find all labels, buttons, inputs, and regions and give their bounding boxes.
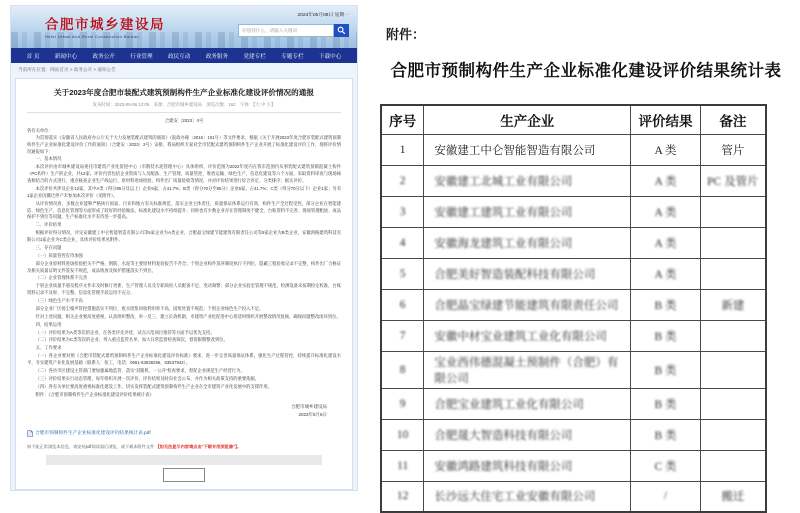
article-paragraph: 四、结果运用 (35, 321, 62, 327)
table-row (381, 258, 766, 289)
header-date: 2023年05月08日 星期一 (297, 13, 349, 18)
article-paragraph: （一）各企业要对照《合肥市装配式建筑预制构件生产企业标准化建设评价标准》要求，进一步完善质量保证体系，强化生产过程管控，持续提升标准化建设水平，夯实建筑产业化发展基础（联系人：张工，电话：0551-63538296、63537942）。 (27, 353, 341, 366)
table-cell-result: B 类 (631, 351, 701, 388)
article-paragraph: 附件：《合肥市预制构件生产企业标准化建设评价结果统计表》 (35, 391, 154, 397)
table-cell-no: 5 (381, 258, 424, 289)
table-cell-no: 9 (381, 388, 424, 419)
article-salutation: 各有关单位： (27, 127, 53, 133)
table-cell-company: 合肥美好智造装配科技有限公司 (424, 258, 631, 289)
article-paragraph: 五、工作要求 (35, 345, 62, 351)
table-cell-result: A 类 (631, 258, 701, 289)
table-cell-result: / (631, 481, 701, 512)
table-row (381, 388, 766, 419)
table-cell-result: C 类 (631, 450, 701, 481)
table-cell-company: 宝业西伟德混凝土预制件（合肥）有限公司 (424, 351, 631, 388)
table-row (381, 351, 766, 388)
table-row (381, 419, 766, 450)
table-cell-company: 合肥宝业建筑工业化有限公司 (424, 388, 631, 419)
table-cell-remark (700, 351, 766, 388)
article-paragraph: 根据评价得分情况，评定安徽建工中仑智能智造有限公司等5家企业为A类企业，合肥晶宝绿建节能建筑有限责任公司等5家企业为B类企业，安徽鸿路建筑科技有限公司1家企业为C类企业，具体评价结果见附件。 (27, 230, 341, 243)
footer-toolbar (46, 455, 322, 465)
article-paragraph: （二）各县市区建设主管部门要加强属地监管，落实“双随机、一公开”检查要求，督促企业规范生产经营行为。 (35, 367, 245, 373)
table-cell-remark (700, 227, 766, 258)
table-cell-no: 8 (381, 351, 424, 388)
pdf-file-icon (27, 424, 33, 442)
table-cell-company: 安徽建工北城工业有限公司 (424, 165, 631, 196)
table-cell-company: 安徽中材宝业建筑工业化有限公司 (424, 320, 631, 351)
nav-item[interactable]: 党建专栏 (243, 53, 266, 60)
nav-item[interactable]: 政务服务 (205, 53, 229, 60)
table-cell-no: 12 (381, 481, 424, 512)
table-cell-remark (700, 388, 766, 419)
attachment-pdf-link[interactable]: 合肥市预制构件生产企业标准化建设评价结果统计表.pdf (35, 429, 151, 435)
table-cell-remark: 新建 (700, 289, 766, 320)
table-cell-remark: 管片 (700, 134, 766, 165)
search-input[interactable] (238, 24, 334, 37)
site-logo[interactable] (45, 13, 165, 39)
table-cell-no: 4 (381, 227, 424, 258)
table-row (381, 450, 766, 481)
site-logo-english: Hefei Urban And Rural Construction Bureau (45, 34, 139, 39)
attachment-table-title: 合肥市预制构件生产企业标准化建设评价结果统计表 (390, 62, 782, 80)
close-button[interactable] (163, 468, 205, 482)
table-cell-company: 安徽建工中仑智能智造有限公司 (424, 134, 631, 165)
article-paragraph: 为贯彻落实《安徽省人民政府办公厅关于大力发展装配式建筑的通知》（皖政办秘〔2016〕101号）等文件要求，根据《关于开展2023年度合肥市装配式建筑预制构件生产企业标准化建设评价工作的通知》（合建安〔2023〕2号）安排，我局组织专家对全市装配式建筑预制构件生产企业开展了标准化建设评价工作，现将评价情况通报如下： (27, 134, 341, 154)
signature-date: 2023年5月6日 (298, 412, 327, 418)
table-header-cell: 序号 (381, 105, 424, 134)
article-paragraph: 本次评价由市城乡建设局委托市建筑产业化促进中心（市散装水泥管理中心）具体组织，评价范围为2022年度内在我市范围内从事装配式建筑预制混凝土构件（PC构件）生产的企业，共12家。评价内容包括企业资质与人员配备、生产管理、质量管控、堆放运输、绿色生产、信息化建设等六个方面，采取资料审查与现场核查相结合的方式进行，重点核查企业生产线运行、原材料进场检验、构件出厂质量验收等情况，并对评价结果进行综合评定、分类排序、据实评价。 (27, 164, 341, 184)
table-row (381, 165, 766, 196)
site-header (11, 6, 357, 48)
table-cell-remark: 搬迁 (700, 481, 766, 512)
table-cell-result: B 类 (631, 419, 701, 450)
table-cell-result: A 类 (631, 165, 701, 196)
table-cell-no: 7 (381, 320, 424, 351)
table-cell-remark: PC 及管片 (700, 165, 766, 196)
table-header-cell: 评价结果 (631, 105, 701, 134)
search-button[interactable] (334, 24, 349, 37)
table-cell-remark (700, 419, 766, 450)
article-paragraph: 一、基本情况 (35, 156, 62, 162)
table-cell-remark (700, 320, 766, 351)
table-cell-no: 10 (381, 419, 424, 450)
table-cell-remark (700, 450, 766, 481)
article-body (27, 135, 341, 399)
attachment-label: 附件： (386, 27, 426, 42)
table-header-row (381, 105, 766, 134)
article-title: 关于2023年度合肥市装配式建筑预制构件生产企业标准化建设评价情况的通报 (54, 88, 314, 97)
table-cell-no: 3 (381, 196, 424, 227)
table-row (381, 227, 766, 258)
search-icon (337, 23, 346, 38)
table-cell-no: 2 (381, 165, 424, 196)
nav-item[interactable]: 下载中心 (318, 53, 342, 60)
article-paragraph: （三）绿色生产水平不高 (35, 298, 83, 304)
article-paragraph: 个别企业质量手册及程序文件未及时修订更新，生产管理人员及专职质检人员配备不足、变动频繁；部分企业实验室管理不规范，检测设备未按期检定校准，台账资料记录不及时、不完整，信息化管理手段运用不充分。 (27, 283, 341, 296)
nav-item[interactable]: 首 页 (26, 53, 40, 60)
table-header-cell: 生产企业 (424, 105, 631, 134)
article-card (15, 78, 353, 490)
article-paragraph: （三）评价结果实行动态管理，每年组织开展一次评价，评价结果及时向社会公布，并作为相关政策支持的重要依据。 (35, 375, 260, 381)
table-cell-no: 11 (381, 450, 424, 481)
search-bar (238, 24, 349, 37)
article-paragraph: 针对上述问题，相关企业要高度重视，认真组织整改，举一反三、建立长效机制，市建筑产业化促进中心将适时组织开展整改情况复核，确保问题整改闭环到位。 (35, 313, 341, 319)
table-cell-company: 安徽海龙建筑工业有限公司 (424, 227, 631, 258)
article-paragraph: 本次评价共涉及企业12家，其中A类（得分85分及以上）企业5家，占41.7%；B类（得分70分至85分）企业5家，占41.7%；C类（得分70分以下）企业1家；另有1家企业因搬迁停产未参加本次评价（见附件）。 (27, 185, 341, 198)
table-cell-company: 安徽鸿路建筑科技有限公司 (424, 450, 631, 481)
table-cell-result: B 类 (631, 289, 701, 320)
table-cell-company: 合肥晶宝绿建节能建筑有限责任公司 (424, 289, 631, 320)
table-header-cell: 备注 (700, 105, 766, 134)
article-paragraph: （二）企业管理体系不完善 (35, 275, 88, 281)
nav-item[interactable]: 政务公开 (92, 53, 115, 60)
viewer-note-red[interactable]: 【如无法显示内容请点击“下载专用浏览器”】。 (155, 443, 242, 449)
article-paragraph: （一）评价结果为A类等次的企业，在各类评先评优、试点示范项目推荐等方面予以优先支持。 (35, 329, 215, 335)
table-row (381, 481, 766, 512)
table-cell-result: A 类 (631, 134, 701, 165)
article-paragraph: （一）质量管控有待加强 (35, 252, 83, 258)
table-cell-no: 1 (381, 134, 424, 165)
article-paragraph: 部分企业厂区扬尘噪声管控措施落实不到位，废水废浆回收利用率不高，固废处置不规范；个别企业绿色生产投入不足。 (35, 305, 264, 311)
table-cell-remark (700, 258, 766, 289)
table-cell-result: A 类 (631, 196, 701, 227)
table-row (381, 320, 766, 351)
signer-name: 合肥市城乡建设局 (291, 404, 327, 410)
article-paragraph: 三、存在问题 (35, 244, 62, 250)
table-row (381, 134, 766, 165)
website-screenshot (10, 5, 358, 491)
evaluation-results-table (380, 104, 767, 513)
table-cell-result: B 类 (631, 320, 701, 351)
attachment-document (372, 0, 800, 504)
article-paragraph: （四）各有关单位要高度重视标准化建设工作，切实发挥装配式建筑预制构件生产企业在全市建筑产业化发展中的支撑作用。 (35, 383, 272, 389)
table-cell-result: A 类 (631, 227, 701, 258)
nav-item[interactable]: 专题专栏 (281, 53, 304, 60)
nav-item[interactable]: 政民互动 (167, 53, 191, 60)
viewer-note-text: 如不能正常浏览本信息，请安装pdf阅读器后浏览，或下载本附件文件 (27, 443, 155, 449)
article-paragraph: 二、评价结果 (35, 222, 62, 228)
document-number: 合建安〔2023〕4号 (164, 117, 204, 123)
table-cell-no: 6 (381, 289, 424, 320)
article-paragraph: 部分企业原材料进场检验把关不严格，钢筋、水泥等主要原材料复验报告不齐全；个别企业构件蒸养制度执行不到位，隐蔽工程验收记录不完整，构件出厂合格证及相关质量证明文件签发不规范，成品堆放及保护措施落实不到位。 (27, 260, 341, 273)
table-row (381, 289, 766, 320)
breadcrumb[interactable]: 当前所在位置：网站首页 > 政务公开 > 通知公告 (18, 66, 116, 72)
article-paragraph: 从评价情况看，多数企业能够严格执行国家、行业和地方有关标准规范，落实企业主体责任，质量保证体系运行有效，构件生产全过程受控，部分企业在智能建造、绿色生产、信息化管理等方面形成了较好的经验做法，标准化建设水平持续提升；同时也有少数企业存在管理制度不健全、台账资料不完善、现场管理粗放、成品保护不到位等问题，生产标准化水平有待进一步提高。 (27, 200, 341, 220)
table-cell-result: B 类 (631, 388, 701, 419)
article-meta: 发布时间：2023-05-06 12:05 来源：合肥市城乡建设局 浏览次数：162 字体：【大 中 小】 (27, 102, 341, 113)
site-logo-chinese: 合肥市城乡建设局 (45, 17, 165, 32)
article-paragraph: （二）评价结果为C类等次的企业，列入重点监管名单，加大日常监督检查频次，督促限期整改到位。 (35, 337, 228, 343)
signature-block (27, 403, 341, 418)
viewer-note (27, 444, 341, 450)
nav-item[interactable]: 新闻中心 (54, 53, 78, 60)
nav-item[interactable]: 行业管理 (130, 53, 153, 60)
table-cell-company: 安徽建工建筑工业有限公司 (424, 196, 631, 227)
table-cell-company: 长沙远大住宅工业安徽有限公司 (424, 481, 631, 512)
main-nav (11, 48, 357, 63)
table-cell-company: 合肥晟大智造科技有限公司 (424, 419, 631, 450)
attachment-line (27, 424, 341, 442)
table-row (381, 196, 766, 227)
table-cell-remark (700, 196, 766, 227)
